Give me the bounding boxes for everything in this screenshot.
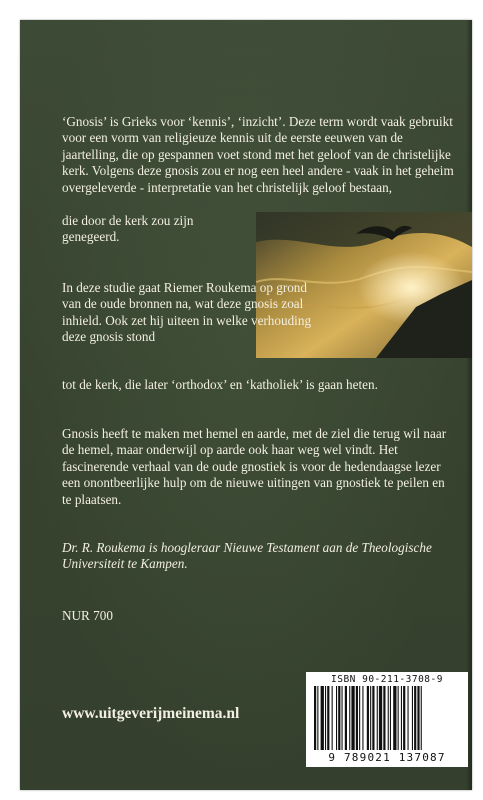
barcode-bar bbox=[388, 686, 389, 750]
barcode-bar bbox=[332, 686, 333, 750]
publisher-website[interactable]: www.uitgeverijmeinema.nl bbox=[62, 705, 240, 722]
barcode-bar bbox=[398, 686, 399, 750]
barcode-icon bbox=[314, 686, 460, 750]
barcode-bar bbox=[362, 686, 363, 750]
ean-text: 9 789021 137087 bbox=[328, 751, 446, 764]
barcode-bar bbox=[377, 686, 378, 750]
barcode-bar bbox=[345, 686, 347, 750]
barcode-bar bbox=[412, 686, 413, 750]
barcode-bar bbox=[321, 686, 324, 750]
barcode-bar bbox=[393, 686, 396, 750]
gnosis-paragraph: Gnosis heeft te maken met hemel en aarde, met de ziel die terug wil naar de hemel, maar onderwijl op aarde ook haar weg wel vindt. Het fascinerende verhaal van de oude gnostiek is voor de hedendaagse lezer een onontbeerlijke hulp om de nieuwe uitingen van gnostiek te peilen en te plaatsen. bbox=[62, 426, 447, 507]
barcode-bar bbox=[390, 686, 391, 750]
study-paragraph: In deze studie gaat Riemer Roukema op grond van de oude bronnen na, wat deze gnosis zoal inhield. Ook zet hij uiteen in welke verhouding deze gnosis stond bbox=[62, 280, 312, 345]
author-note: Dr. R. Roukema is hoogleraar Nieuwe Testament aan de Theologische Universiteit te Kampen. bbox=[62, 540, 432, 572]
nur-code: NUR 700 bbox=[62, 608, 113, 623]
barcode-bar bbox=[342, 686, 343, 750]
barcode-bar bbox=[325, 686, 326, 750]
barcode-bar bbox=[356, 686, 358, 750]
barcode-bar bbox=[359, 686, 360, 750]
barcode-bar bbox=[408, 686, 409, 750]
barcode-bar bbox=[417, 686, 419, 750]
barcode-bar bbox=[317, 686, 318, 750]
barcode-bar bbox=[314, 686, 316, 750]
intro-paragraph: ‘Gnosis’ is Grieks voor ‘kennis’, ‘inzicht’. Deze term wordt vaak gebruikt voor een vorm van religieuze kennis uit de eerste eeuwen van de jaartelling, die op gespannen voet stond met het geloof van de christelijke kerk. Volgens deze gnosis zou er nog een heel andere - vaak in het geheim overgeleverde - interpretatie van het christelijk geloof bestaan, bbox=[62, 114, 454, 195]
barcode-label bbox=[306, 672, 468, 767]
barcode-bar bbox=[370, 686, 371, 750]
barcode-bar bbox=[336, 686, 337, 750]
barcode-bar bbox=[383, 686, 385, 750]
barcode-bar bbox=[327, 686, 329, 750]
book-back-cover bbox=[20, 20, 472, 790]
barcode-bar bbox=[372, 686, 374, 750]
isbn-text: ISBN 90-211-3708-9 bbox=[331, 674, 443, 685]
intro-paragraph-end: die door de kerk zou zijn genegeerd. bbox=[62, 213, 194, 245]
barcode-bar bbox=[367, 686, 369, 750]
barcode-bar bbox=[401, 686, 402, 750]
barcode-bar bbox=[338, 686, 340, 750]
barcode-bar bbox=[421, 686, 422, 750]
barcode-bar bbox=[414, 686, 416, 750]
barcode-bar bbox=[349, 686, 350, 750]
barcode-bar bbox=[351, 686, 354, 750]
barcode-bar bbox=[379, 686, 382, 750]
barcode-bar bbox=[403, 686, 405, 750]
study-paragraph-end: tot de kerk, die later ‘orthodox’ en ‘katholiek’ is gaan heten. bbox=[62, 377, 378, 392]
